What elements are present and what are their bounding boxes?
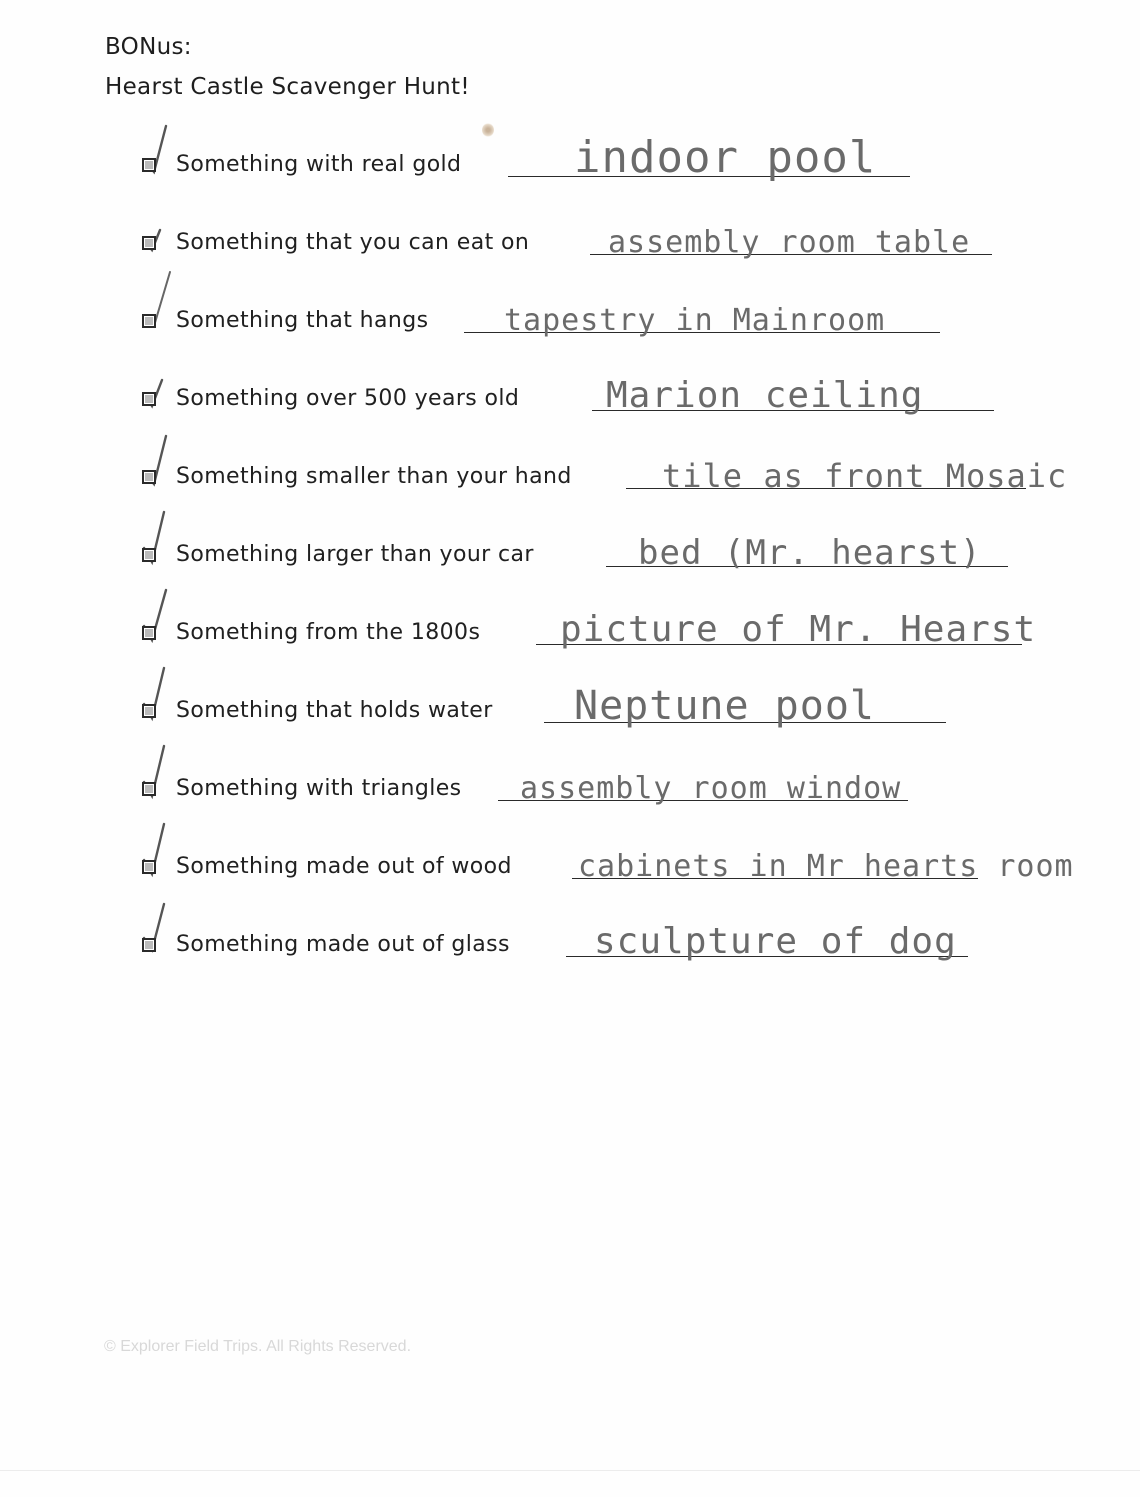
- checkbox[interactable]: [142, 314, 156, 328]
- checkbox[interactable]: [142, 236, 156, 250]
- checkbox[interactable]: [142, 158, 156, 172]
- page-bottom-rule: [0, 1470, 1140, 1471]
- handwritten-answer: tile as front Mosaic: [662, 457, 1068, 495]
- handwritten-answer: assembly room window: [520, 771, 902, 806]
- checkbox[interactable]: [142, 704, 156, 718]
- hunt-item-500-years: [142, 375, 1132, 432]
- checkbox[interactable]: [142, 782, 156, 796]
- item-prompt: Something made out of wood: [176, 854, 512, 879]
- handwritten-answer: indoor pool: [574, 132, 877, 183]
- item-prompt: Something that hangs: [176, 308, 429, 333]
- item-prompt: Something made out of glass: [176, 932, 510, 957]
- hunt-item-holds-water: [142, 683, 1132, 744]
- handwritten-answer: cabinets in Mr hearts room: [578, 849, 1074, 884]
- hunt-item-wood: [142, 850, 1132, 900]
- hunt-item-glass: [142, 921, 1132, 978]
- checkbox[interactable]: [142, 626, 156, 640]
- hunt-item-gold: [142, 132, 1132, 198]
- bonus-heading: BONus:: [105, 34, 192, 60]
- handwritten-answer: assembly room table: [608, 225, 971, 260]
- item-prompt: Something over 500 years old: [176, 386, 520, 411]
- handwritten-answer: bed (Mr. hearst): [638, 533, 982, 573]
- hunt-item-1800s: [142, 609, 1132, 666]
- handwritten-answer: sculpture of dog: [594, 921, 957, 962]
- item-prompt: Something that holds water: [176, 698, 493, 723]
- hunt-item-smaller-hand: [142, 457, 1132, 510]
- checkbox[interactable]: [142, 548, 156, 562]
- hunt-item-triangles: [142, 772, 1132, 822]
- item-prompt: Something larger than your car: [176, 542, 534, 567]
- checkbox[interactable]: [142, 938, 156, 952]
- item-prompt: Something that you can eat on: [176, 230, 530, 255]
- handwritten-answer: tapestry in Mainroom: [504, 303, 886, 338]
- handwritten-answer: Neptune pool: [574, 683, 875, 729]
- hunt-item-hangs: [142, 304, 1132, 354]
- checkbox[interactable]: [142, 392, 156, 406]
- copyright-notice: © Explorer Field Trips. All Rights Reserved.: [104, 1338, 412, 1355]
- item-prompt: Something with real gold: [176, 152, 462, 177]
- item-prompt: Something from the 1800s: [176, 620, 481, 645]
- checkbox[interactable]: [142, 860, 156, 874]
- item-prompt: Something with triangles: [176, 776, 462, 801]
- hunt-item-eat-on: [142, 226, 1132, 276]
- hunt-item-larger-car: [142, 533, 1132, 588]
- handwritten-answer: picture of Mr. Hearst: [560, 609, 1037, 650]
- worksheet-title: Hearst Castle Scavenger Hunt!: [105, 74, 470, 100]
- item-prompt: Something smaller than your hand: [176, 464, 572, 489]
- checkbox[interactable]: [142, 470, 156, 484]
- paper-smudge: [482, 123, 494, 137]
- handwritten-answer: Marion ceiling: [606, 375, 924, 416]
